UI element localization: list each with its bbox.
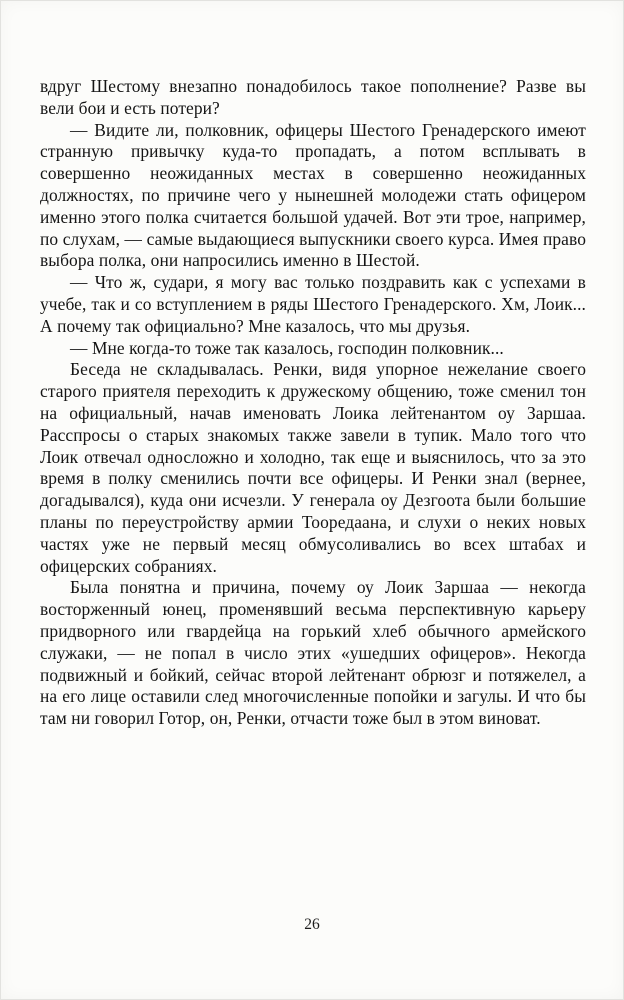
paragraph-continuation: вдруг Шестому внезапно понадобилось такое пополнение? Разве вы вели бои и есть потери? xyxy=(40,76,586,118)
paragraph-dialogue-2: — Что ж, судари, я могу вас только поздравить как с успехами в учебе, так и со вступлением в ряды Шестого Гренадерского. Хм, Лоик... А почему так официально? Мне казалось, что мы друзья. xyxy=(40,272,586,336)
page-text xyxy=(40,76,586,730)
paragraph-dialogue-1: — Видите ли, полковник, офицеры Шестого Гренадерского имеют странную привычку куда-то пропадать, а потом всплывать в совершенно неожиданных местах в совершенно неожиданных должностях, по причине чего у нынешней молодежи стать офицером именно этого полка считается большой удачей. Вот эти трое, например, по слухам, — самые выдающиеся выпускники своего курса. Имея право выбора полка, они напросились именно в Шестой. xyxy=(40,119,586,271)
paragraph-dialogue-3: — Мне когда-то тоже так казалось, господин полковник... xyxy=(70,337,504,358)
paragraph-narrative-2: Была понятна и причина, почему оу Лоик Заршаа — некогда восторженный юнец, променявший весьма перспективную карьеру придворного или гвардейца на горький хлеб обычного армейского служаки, — не попал в число этих «ушедших офицеров». Некогда подвижный и бойкий, сейчас второй лейтенант обрюзг и потяжелел, а на его лице оставили след многочисленные попойки и загулы. И что бы там ни говорил Готор, он, Ренки, отчасти тоже был в этом виноват. xyxy=(40,577,586,729)
paragraph-narrative-1: Беседа не складывалась. Ренки, видя упорное нежелание своего старого приятеля переходить к дружескому общению, тоже сменил тон на официальный, начав именовать Лоика лейтенантом оу Заршаа. Расспросы о старых знакомых также завели в тупик. Мало того что Лоик отвечал односложно и холодно, так еще и выяснилось, что за это время в полку сменились почти все офицеры. И Ренки знал (вернее, догадывался), куда они исчезли. У генерала оу Дезгоота были большие планы по переустройству армии Тооредаана, и слухи о неких новых частях уже не первый месяц обмусоливались во всех штабах и офицерских собраниях. xyxy=(40,359,586,576)
page-number: 26 xyxy=(304,916,320,933)
